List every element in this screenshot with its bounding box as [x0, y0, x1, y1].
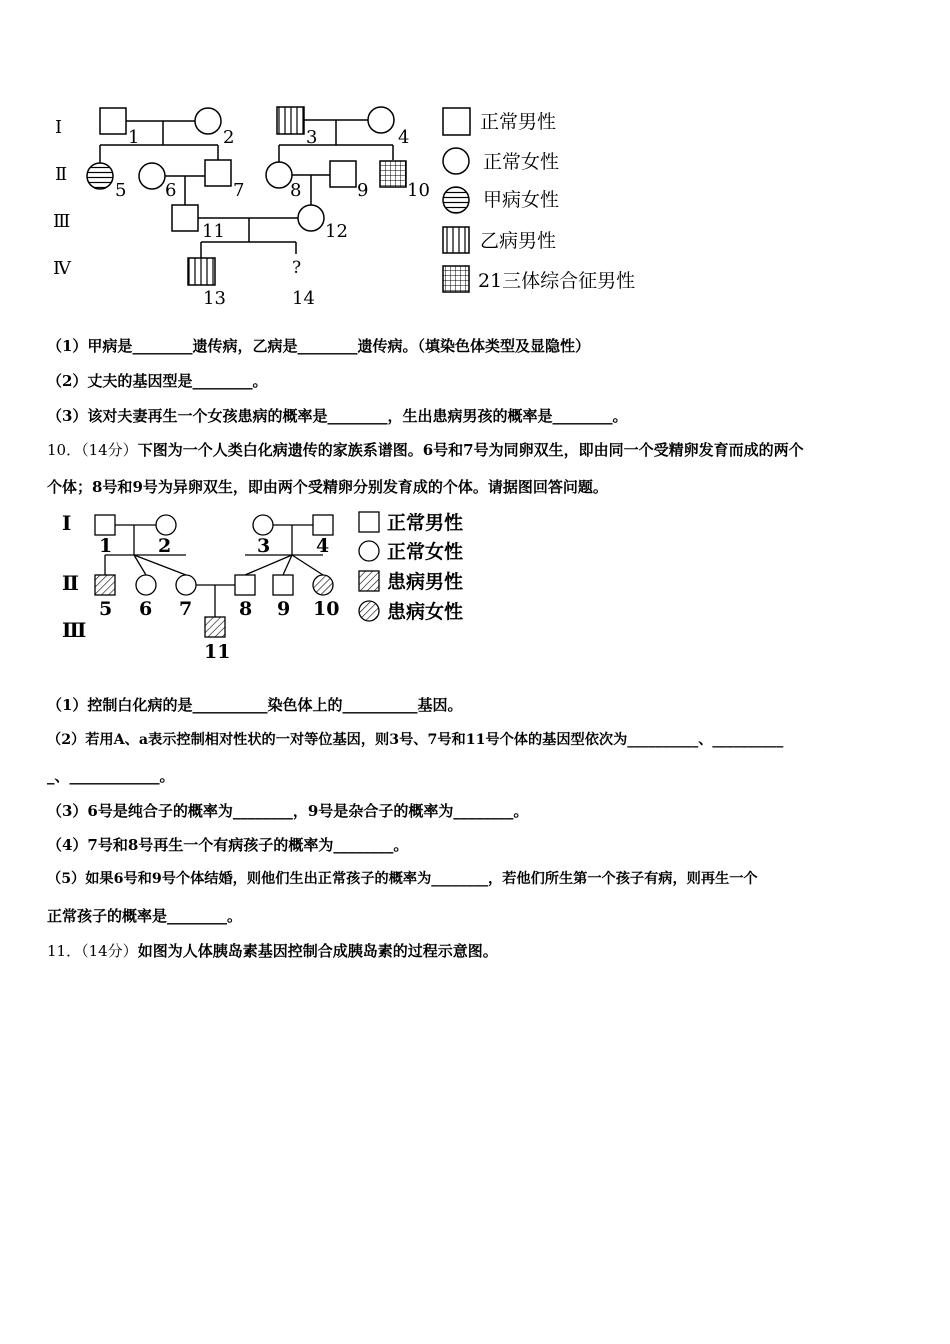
individual-label: 4 — [398, 127, 410, 148]
question-10-intro-2: 个体；8号和9号为异卵双生，即由两个受精卵分别发育成的个体。请据图回答问题。 — [47, 478, 608, 496]
legend-label: 正常男性 — [387, 512, 464, 534]
gen-label: Ⅰ — [62, 511, 72, 535]
legend-label: 正常男性 — [480, 111, 557, 133]
individual-6 — [139, 163, 165, 189]
individual-label: 8 — [290, 180, 302, 201]
individual-label: 10 — [313, 598, 340, 620]
individual-10 — [380, 161, 406, 187]
individual-12 — [298, 205, 324, 231]
individual-label: 4 — [316, 535, 330, 557]
individual-label: 1 — [128, 127, 140, 148]
legend-label: 甲病女性 — [483, 189, 560, 211]
individual-label: 8 — [239, 598, 253, 620]
legend-normal-female-icon — [443, 148, 469, 174]
individual-8 — [266, 162, 292, 188]
individual-11 — [205, 617, 225, 637]
individual-label: 10 — [407, 180, 430, 201]
gen-label: Ⅲ — [62, 618, 87, 642]
individual-label: 2 — [158, 535, 172, 557]
individual-8 — [235, 575, 255, 595]
individual-2 — [195, 108, 221, 134]
individual-label: 11 — [202, 221, 225, 242]
individual-label: 6 — [165, 180, 177, 201]
individual-2 — [156, 515, 176, 535]
question-10-text: 下图为一个人类白化病遗传的家族系谱图。6号和7号为同卵双生，即由同一个受精卵发育而成的两个 — [137, 441, 804, 459]
legend-label: 患病女性 — [387, 601, 464, 623]
pedigree-chart-1 — [0, 0, 950, 320]
individual-9 — [330, 161, 356, 187]
individual-label: 5 — [115, 180, 127, 201]
individual-9 — [273, 575, 293, 595]
individual-label: 3 — [257, 535, 271, 557]
question-9-1: （1）甲病是________遗传病，乙病是________遗传病。（填染色体类型及显隐性） — [47, 337, 590, 355]
question-10-2-cont: _、____________。 — [47, 767, 175, 785]
individual-11 — [172, 205, 198, 231]
individual-3 — [277, 107, 304, 134]
unknown-mark: ? — [292, 258, 302, 278]
individual-13 — [188, 258, 215, 285]
legend-label: 21三体综合征男性 — [478, 270, 636, 292]
question-10-4: （4）7号和8号再生一个有病孩子的概率为________。 — [47, 836, 409, 854]
individual-label: 9 — [277, 598, 291, 620]
individual-label: 7 — [179, 598, 193, 620]
individual-5 — [87, 163, 113, 189]
individual-label: 2 — [223, 127, 235, 148]
gen-label: Ⅲ — [53, 211, 71, 232]
individual-10 — [313, 575, 333, 595]
individual-label: 5 — [99, 598, 113, 620]
individual-label: 1 — [99, 535, 113, 557]
legend-disease-b-male-icon — [443, 227, 469, 253]
legend-disease-a-female-icon — [443, 187, 469, 213]
question-10-number: 10．（14分） — [47, 441, 138, 459]
legend-affected-male-icon — [359, 571, 379, 591]
question-10-1: （1）控制白化病的是__________染色体上的__________基因。 — [47, 696, 463, 714]
legend-trisomy21-male-icon — [443, 266, 469, 292]
legend-label: 患病男性 — [387, 571, 464, 593]
individual-1 — [95, 515, 115, 535]
legend-label: 正常女性 — [387, 541, 464, 563]
gen-label: Ⅰ — [55, 117, 63, 138]
individual-label: 7 — [233, 180, 245, 201]
legend-normal-male-icon — [443, 108, 470, 135]
individual-label: 6 — [139, 598, 153, 620]
gen-label: Ⅱ — [62, 571, 79, 595]
question-9-3: （3）该对夫妻再生一个女孩患病的概率是________，生出患病男孩的概率是________。 — [47, 407, 628, 425]
individual-5 — [95, 575, 115, 595]
question-9-2: （2）丈夫的基因型是________。 — [47, 372, 268, 390]
individual-7 — [205, 160, 231, 186]
legend-normal-female-icon — [359, 541, 379, 561]
individual-label: 9 — [357, 180, 369, 201]
question-10-5: （5）如果6号和9号个体结婚，则他们生出正常孩子的概率为________，若他们所生第一个孩子有病，则再生一个 — [47, 871, 758, 887]
gen-label: Ⅱ — [55, 164, 68, 185]
individual-label: 13 — [203, 288, 226, 309]
individual-7 — [176, 575, 196, 595]
individual-label: 11 — [204, 641, 231, 663]
question-11-text: 如图为人体胰岛素基因控制合成胰岛素的过程示意图。 — [137, 942, 498, 960]
individual-1 — [100, 108, 126, 134]
individual-4 — [368, 107, 394, 133]
question-10-2: （2）若用A、a表示控制相对性状的一对等位基因，则3号、7号和11号个体的基因型依次为__________、__________ — [47, 732, 784, 748]
question-10-5-cont: 正常孩子的概率是________。 — [47, 907, 243, 925]
individual-4 — [313, 515, 333, 535]
question-10-3: （3）6号是纯合子的概率为________，9号是杂合子的概率为________。 — [47, 802, 529, 820]
individual-label: 12 — [325, 221, 348, 242]
legend-normal-male-icon — [359, 512, 379, 532]
legend-label: 乙病男性 — [480, 230, 557, 252]
question-11-number: 11．（14分） — [47, 942, 138, 960]
gen-label: Ⅳ — [53, 258, 71, 279]
individual-label: 14 — [292, 288, 315, 309]
individual-label: 3 — [306, 127, 318, 148]
question-10-intro — [47, 439, 804, 460]
pedigree-chart-2 — [0, 505, 480, 665]
legend-affected-female-icon — [359, 601, 379, 621]
legend-label: 正常女性 — [483, 151, 560, 173]
individual-6 — [136, 575, 156, 595]
individual-3 — [253, 515, 273, 535]
question-11 — [47, 940, 498, 961]
